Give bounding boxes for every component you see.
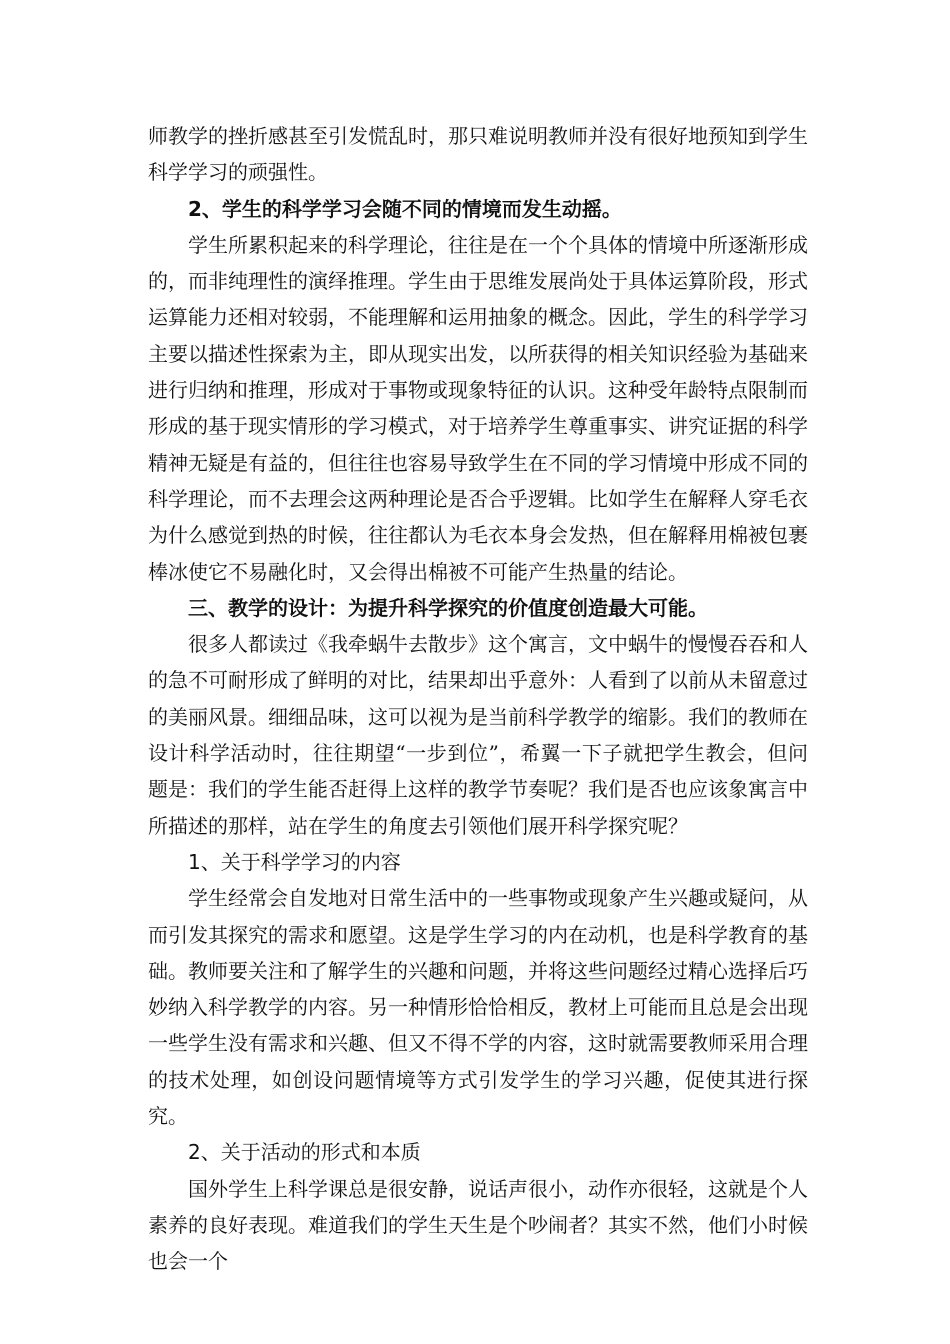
subsection-heading-2: 2、关于活动的形式和本质 (188, 1140, 421, 1165)
paragraph-body: 很多人都读过《我牵蜗牛去散步》这个寓言，文中蜗牛的慢慢吞吞和人的急不可耐形成了鲜明的对比，结果却出乎意外：人看到了以前从未留意过的美丽风景。细细品味，这可以视为是当前科学教学的缩影。我们的教师在设计科学活动时，往往期望“一步到位”，希翼一下子就把学生教会，但问题是：我们的学生能否赶得上这样的教学节奏呢？我们是否也应该象寓言中所描述的那样，站在学生的角度去引领他们展开科学探究呢？ (148, 632, 808, 838)
subsection-heading-1: 1、关于科学学习的内容 (188, 849, 401, 874)
section-heading-2: 2、学生的科学学习会随不同的情境而发生动摇。 (188, 196, 622, 221)
paragraph-body: 学生经常会自发地对日常生活中的一些事物或现象产生兴趣或疑问，从而引发其探究的需求和愿望。这是学生学习的内在动机，也是科学教育的基础。教师要关注和了解学生的兴趣和问题，并将这些问题经过精心选择后巧妙纳入科学教学的内容。另一种情形恰恰相反，教材上可能而且总是会出现一些学生没有需求和兴趣、但又不得不学的内容，这时就需要教师采用合理的技术处理，如创设问题情境等方式引发学生的学习兴趣，促使其进行探究。 (148, 886, 808, 1129)
paragraph-body: 学生所累积起来的科学理论，往往是在一个个具体的情境中所逐渐形成的，而非纯理性的演绎推理。学生由于思维发展尚处于具体运算阶段，形式运算能力还相对较弱，不能理解和运用抽象的概念。因此，学生的科学学习主要以描述性探索为主，即从现实出发，以所获得的相关知识经验为基础来进行归纳和推理，形成对于事物或现象特征的认识。这种受年龄特点限制而形成的基于现实情形的学习模式，对于培养学生尊重事实、讲究证据的科学精神无疑是有益的，但往往也容易导致学生在不同的学习情境中形成不同的科学理论，而不去理会这两种理论是否合乎逻辑。比如学生在解释人穿毛衣为什么感觉到热的时候，往往都认为毛衣本身会发热，但在解释用棉被包裹棒冰使它不易融化时，又会得出棉被不可能产生热量的结论。 (148, 232, 808, 584)
paragraph-body: 国外学生上科学课总是很安静，说话声很小，动作亦很轻，这就是个人素养的良好表现。难道我们的学生天生是个吵闹者？其实不然，他们小时候也会一个 (148, 1176, 808, 1274)
paragraph-continuation: 师教学的挫折感甚至引发慌乱时，那只难说明教师并没有很好地预知到学生科学学习的顽强性。 (148, 124, 808, 185)
document-body (148, 118, 808, 1280)
section-heading-3: 三、教学的设计：为提升科学探究的价值度创造最大可能。 (188, 595, 708, 620)
